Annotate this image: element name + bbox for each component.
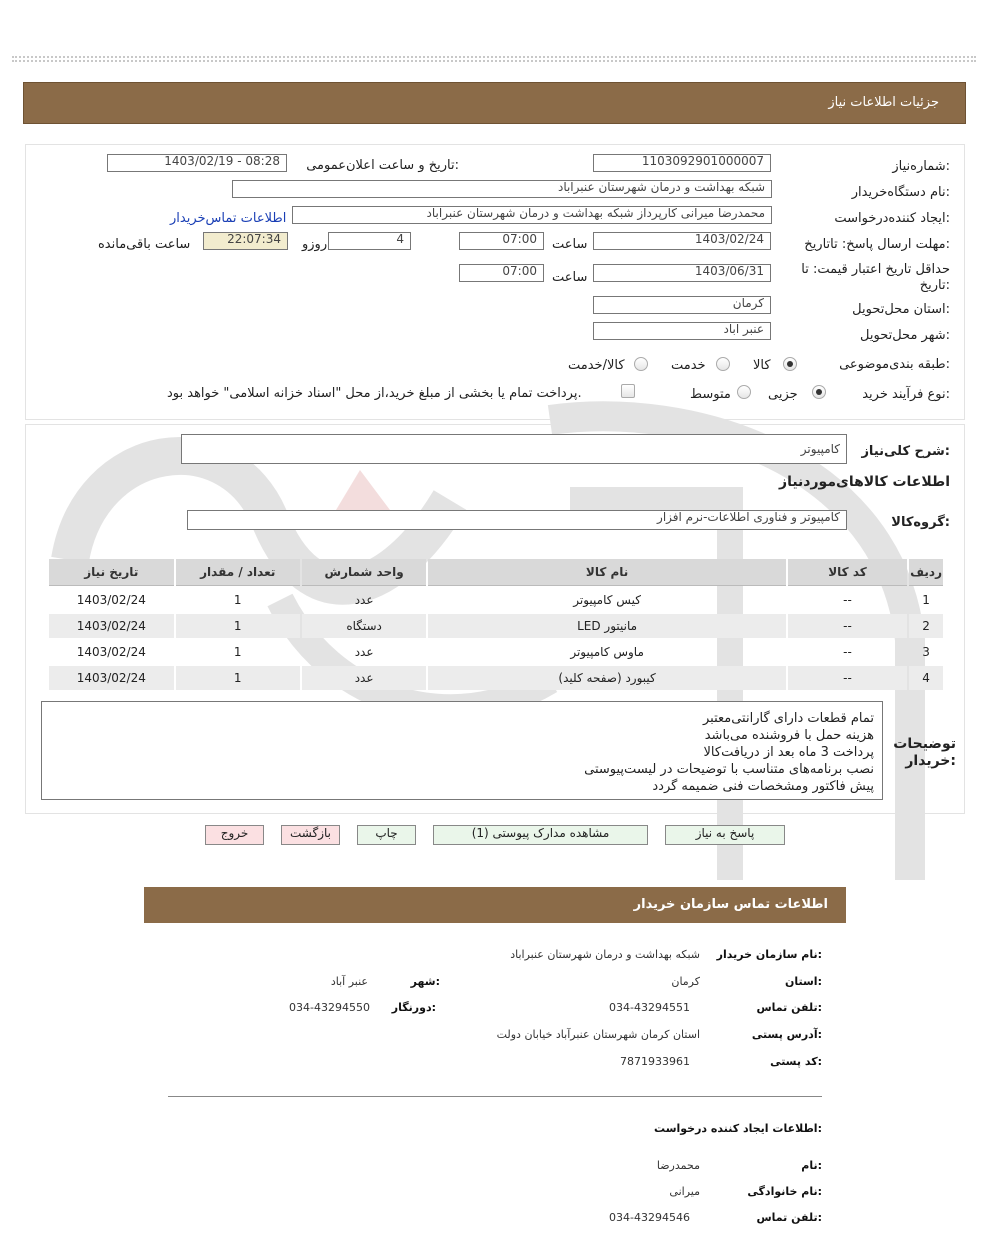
col-header-code: کد کالا <box>788 559 907 586</box>
col-header-unit: واحد شمارش <box>302 559 426 586</box>
cell-row: 4 <box>909 666 943 690</box>
cell-date: 1403/02/24 <box>49 666 174 690</box>
table-row <box>49 588 943 612</box>
cell-code: -- <box>843 645 852 659</box>
col-header-row: ردیف <box>909 559 943 586</box>
contact-phone: 034-43294551 <box>609 1001 690 1014</box>
page-header <box>23 82 966 124</box>
creator-field: محمدرضا میرانی کارپرداز شبکه بهداشت و درمان شهرستان عنبراباد <box>292 206 772 224</box>
note-line: پرداخت 3 ماه بعد از دریافت‌کالا <box>703 745 874 760</box>
cell-unit: عدد <box>354 645 374 659</box>
validity-date-field: 1403/06/31 <box>593 264 771 282</box>
exit-button[interactable]: خروج <box>205 825 264 845</box>
purchase-radio-minor[interactable] <box>812 385 826 399</box>
cell-name: مانیتور LED <box>428 614 786 638</box>
contact-postal-label: کد پستی: <box>770 1055 822 1068</box>
contact-province: کرمان <box>671 975 700 988</box>
contact-address-label: آدرس پستی: <box>751 1028 822 1041</box>
province-field: کرمان <box>593 296 771 314</box>
cell-qty: 1 <box>176 614 300 638</box>
cell-date: 1403/02/24 <box>49 614 174 638</box>
contact-heading-bar <box>144 887 846 923</box>
validity-time-label: ساعت <box>552 270 588 285</box>
cell-unit: دستگاه <box>302 614 426 638</box>
cell-date: 1403/02/24 <box>76 645 146 659</box>
goods-table <box>47 557 945 692</box>
top-separator <box>12 56 976 58</box>
city-label: شهر محل‌تحویل: <box>860 328 950 343</box>
col-header-qty: تعداد / مقدار <box>176 559 300 586</box>
cell-qty: 1 <box>233 593 242 607</box>
cell-code: -- <box>788 614 907 638</box>
deadline-time-field: 07:00 <box>459 232 544 250</box>
summary-label: شرح کلی‌نیاز: <box>861 444 950 459</box>
table-header-row <box>49 559 943 586</box>
table-row <box>49 666 943 690</box>
buyer-contact-link[interactable]: اطلاعات تماس‌خریدار <box>170 211 287 226</box>
validity-time-field: 07:00 <box>459 264 544 282</box>
cell-row: 2 <box>909 614 943 638</box>
buyer-org-field: شبکه بهداشت و درمان شهرستان عنبراباد <box>232 180 772 198</box>
cell-date: 1403/02/24 <box>76 593 146 607</box>
announce-field: 1403/02/19 - 08:28 <box>107 154 287 172</box>
note-line: هزینه حمل با فروشنده می‌باشد <box>704 728 874 743</box>
contact-city-label: شهر: <box>410 975 440 988</box>
need-number-field: 1103092901000007 <box>593 154 771 172</box>
deadline-date-field: 1403/02/24 <box>593 232 771 250</box>
treasury-checkbox[interactable] <box>621 384 635 398</box>
attachments-button[interactable]: مشاهده مدارک پیوستی (1) <box>433 825 648 845</box>
reply-button[interactable]: پاسخ به نیاز <box>665 825 785 845</box>
cell-row: 1 <box>922 593 930 607</box>
category-radio-service[interactable] <box>716 357 730 371</box>
purchase-type-label: نوع فرآیند خرید: <box>862 387 950 402</box>
days-label: روزو <box>302 237 328 252</box>
need-number-label: شماره‌نیاز: <box>892 159 950 174</box>
cell-name: کیبورد (صفحه کلید) <box>428 666 786 690</box>
col-header-date: تاریخ نیاز <box>49 559 174 586</box>
creator-name: محمدرضا <box>656 1159 700 1172</box>
creator-heading: اطلاعات ایجاد کننده درخواست: <box>654 1122 822 1135</box>
days-field: 4 <box>328 232 411 250</box>
table-row <box>49 614 943 638</box>
creator-family-label: نام خانوادگی: <box>747 1185 822 1198</box>
category-option-goods: کالا <box>753 358 771 373</box>
summary-field: کامپیوتر <box>181 434 847 464</box>
remaining-label: ساعت باقی‌مانده <box>98 237 191 252</box>
creator-label: ایجاد کننده‌درخواست: <box>834 211 950 226</box>
contact-postal: 7871933961 <box>620 1055 690 1068</box>
contact-province-label: استان: <box>784 975 822 988</box>
group-label: گروه‌کالا: <box>891 515 950 530</box>
contact-divider <box>168 1096 822 1097</box>
note-line: پیش فاکتور ومشخصات فنی ضمیمه گردد <box>652 779 874 794</box>
contact-address: استان کرمان شهرستان عنبرآباد خیابان دولت <box>496 1028 700 1041</box>
category-radio-both[interactable] <box>634 357 648 371</box>
print-button[interactable]: چاپ <box>357 825 416 845</box>
cell-name: ماوس کامپیوتر <box>570 645 644 659</box>
back-button[interactable]: بازگشت <box>281 825 340 845</box>
purchase-option-medium: متوسط <box>690 387 731 402</box>
treasury-text: پرداخت تمام یا بخشی از مبلغ خرید،از محل "اسناد خزانه اسلامی" خواهد بود. <box>167 386 582 401</box>
creator-family: میرانی <box>669 1185 700 1198</box>
contact-fax-label: دورنگار: <box>391 1001 436 1014</box>
validity-label: حداقل تاریخ اعتبار قیمت: تا تاریخ: <box>801 262 950 293</box>
page-title: جزئیات اطلاعات نیاز <box>828 95 939 110</box>
announce-label: تاریخ و ساعت اعلان‌عمومی: <box>306 158 459 173</box>
goods-info-heading: اطلاعات کالاهای‌مورد‌نیاز <box>779 474 950 490</box>
purchase-option-minor: جزیی <box>768 387 798 402</box>
cell-unit: عدد <box>354 593 374 607</box>
buyer-notes <box>41 701 883 800</box>
note-line: نصب برنامه‌های متناسب با توضیحات در لیست‌پیوستی <box>584 762 874 777</box>
deadline-label: مهلت ارسال پاسخ: تاتاریخ: <box>804 237 950 252</box>
remaining-time-field: 22:07:34 <box>203 232 288 250</box>
contact-org: شبکه بهداشت و درمان شهرستان عنبراباد <box>510 948 700 961</box>
creator-phone-label: تلفن تماس: <box>756 1211 822 1224</box>
cell-qty: 1 <box>233 645 242 659</box>
city-field: عنبر اباد <box>593 322 771 340</box>
purchase-radio-medium[interactable] <box>737 385 751 399</box>
deadline-time-label: ساعت <box>552 237 588 252</box>
category-option-service: خدمت <box>671 358 706 373</box>
group-field: کامپیوتر و فناوری اطلاعات-نرم افزار <box>187 510 847 530</box>
contact-city: عنبر آباد <box>330 975 368 988</box>
contact-phone-label: تلفن تماس: <box>756 1001 822 1014</box>
cell-code: -- <box>788 666 907 690</box>
top-separator-2 <box>12 60 976 62</box>
contact-heading: اطلاعات تماس سازمان خریدار <box>633 897 828 912</box>
contact-org-label: نام سازمان خریدار: <box>716 948 822 961</box>
category-radio-goods[interactable] <box>783 357 797 371</box>
creator-name-label: نام: <box>801 1159 822 1172</box>
notes-label: توضیحات خریدار: <box>893 736 956 769</box>
buyer-org-label: نام دستگاه‌خریدار: <box>851 185 950 200</box>
cell-unit: عدد <box>302 666 426 690</box>
cell-name: کیس کامپیوتر <box>573 593 641 607</box>
col-header-name: نام کالا <box>428 559 786 586</box>
category-option-both: کالا/خدمت <box>568 358 625 373</box>
cell-code: -- <box>843 593 852 607</box>
contact-fax: 034-43294550 <box>289 1001 370 1014</box>
note-line: تمام قطعات دارای گارانتی‌معتبر <box>702 711 874 726</box>
cell-qty: 1 <box>176 666 300 690</box>
creator-phone: 034-43294546 <box>609 1211 690 1224</box>
province-label: استان محل‌تحویل: <box>852 302 950 317</box>
table-row <box>49 640 943 664</box>
category-label: طبقه بندی‌موضوعی: <box>839 357 950 372</box>
cell-row: 3 <box>922 645 930 659</box>
